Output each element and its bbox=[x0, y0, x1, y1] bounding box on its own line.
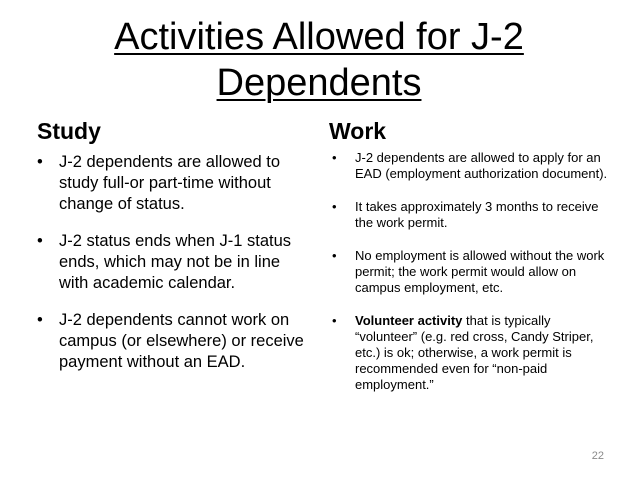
title-line-1: Activities Allowed for J-2 bbox=[114, 16, 524, 58]
work-item: • J-2 dependents are allowed to apply for an EAD (employment authorization document). bbox=[332, 150, 608, 182]
study-item: • J-2 dependents cannot work on campus (or elsewhere) or receive payment without an EAD. bbox=[37, 310, 307, 373]
work-list bbox=[332, 150, 608, 410]
page-title bbox=[40, 14, 598, 106]
page-number: 22 bbox=[591, 450, 604, 462]
study-list bbox=[37, 152, 307, 389]
volunteer-activity-label: Volunteer activity bbox=[355, 313, 463, 328]
work-item: • It takes approximately 3 months to receive the work permit. bbox=[332, 199, 608, 231]
study-item: • J-2 status ends when J-1 status ends, which may not be in line with academic calendar. bbox=[37, 231, 307, 294]
work-heading: Work bbox=[329, 118, 387, 144]
study-item: • J-2 dependents are allowed to study full-or part-time without change of status. bbox=[37, 152, 307, 215]
work-item: • No employment is allowed without the work permit; the work permit would allow on campus employment, etc. bbox=[332, 248, 608, 296]
study-heading: Study bbox=[37, 118, 101, 144]
work-item-volunteer bbox=[332, 313, 608, 393]
title-line-2: Dependents bbox=[216, 62, 422, 104]
volunteer-activity-text: that is typically “volunteer” (e.g. red cross, Candy Striper, etc.) is ok; otherwise, a work permit is recommended even for “non-paid employment.” bbox=[355, 313, 594, 392]
